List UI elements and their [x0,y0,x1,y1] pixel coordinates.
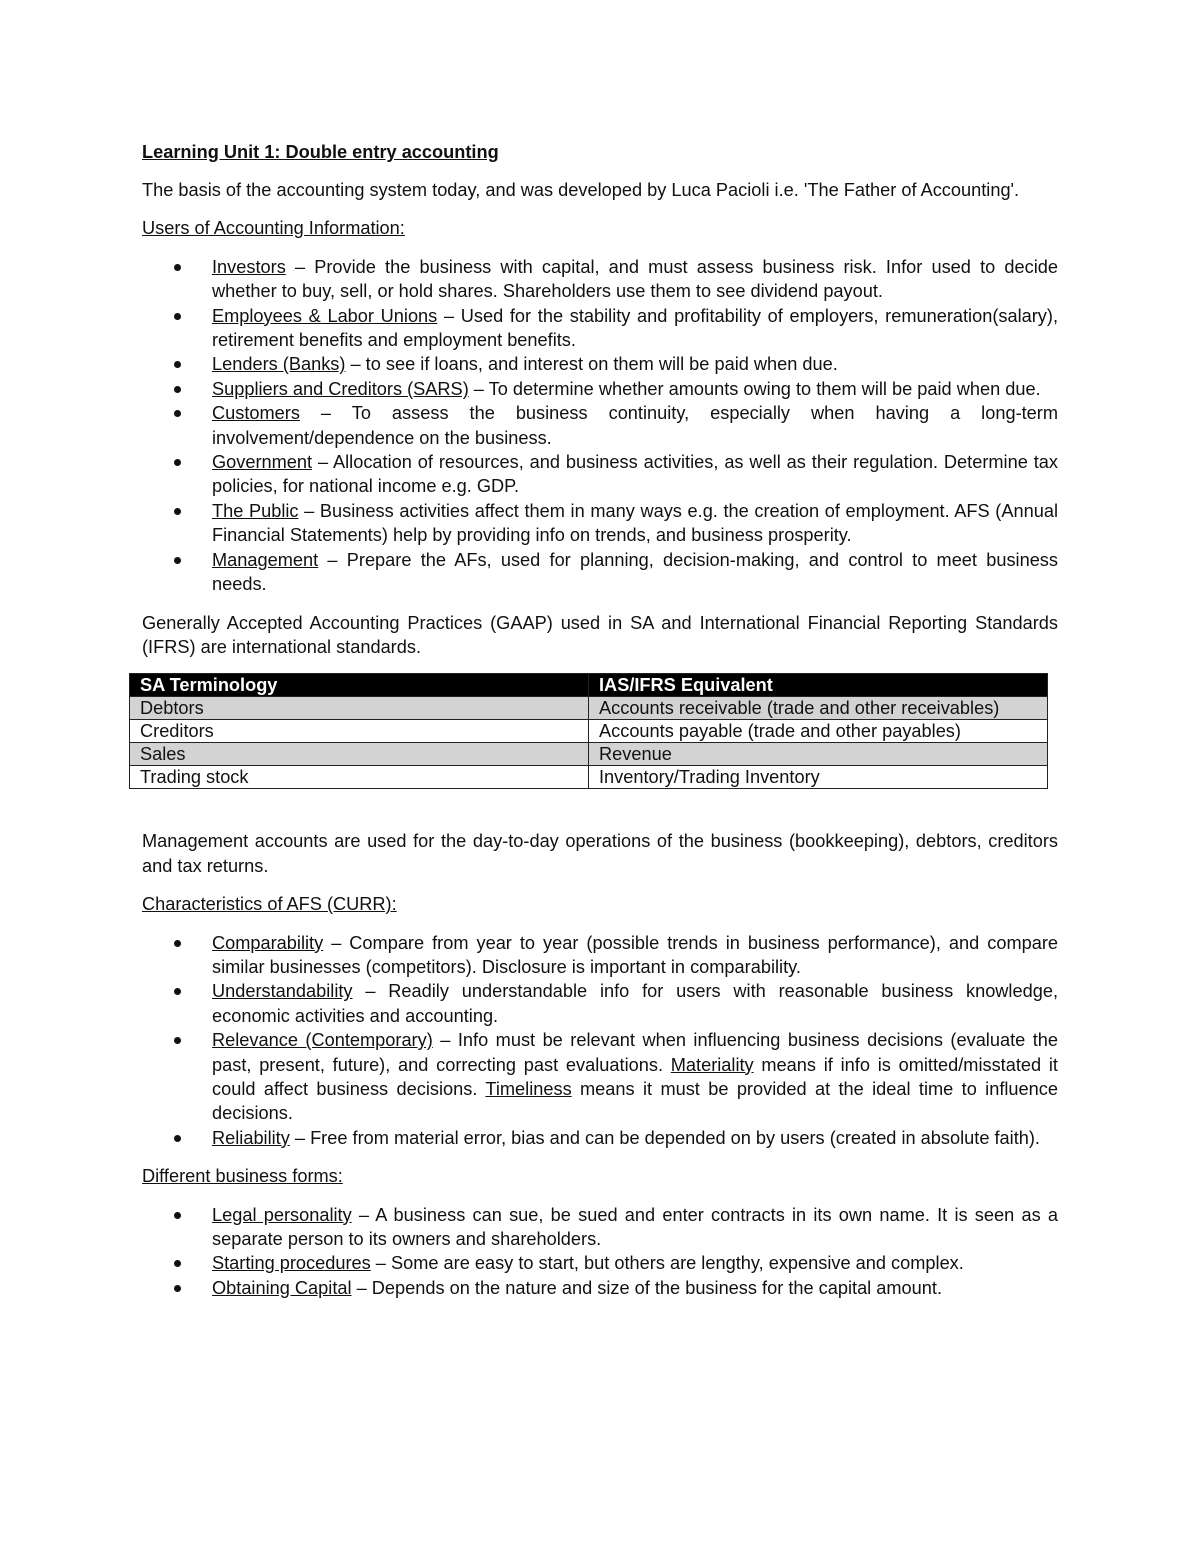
list-item-text: – Business activities affect them in many ways e.g. the creation of employment. AFS (Annual Financial Statements) help by providing info on trends, and business prosperity. [212,500,1058,546]
gaap-paragraph: Generally Accepted Accounting Practices (GAAP) used in SA and International Financial Reporting Standards (IFRS) are international standards. [142,612,1058,657]
list-item-term: Understandability [212,981,353,1002]
list-item [142,1276,1058,1300]
table-cell: Accounts payable (trade and other payables) [589,720,1048,743]
table-header-cell: SA Terminology [130,674,589,697]
bullet-icon [174,410,181,417]
list-item-text: – to see if loans, and interest on them will be paid when due. [345,354,838,375]
list-item-text: – Compare from year to year (possible trends in business performance), and compare similar businesses (competitors). Disclosure is important in comparability. [212,932,1058,977]
business-forms-heading: Different business forms: [142,1166,343,1187]
table-cell: Creditors [130,720,589,743]
list-item-text: – Allocation of resources, and business activities, as well as their regulation. Determine tax policies, for national income e.g. GDP. [212,452,1058,497]
table-cell: Inventory/Trading Inventory [589,766,1048,789]
characteristics-heading: Characteristics of AFS (CURR): [142,894,397,915]
list-item-term: Government [212,452,313,473]
list-item [142,377,1058,401]
list-item-text: – To determine whether amounts owing to them will be paid when due. [468,378,1041,399]
bullet-icon [174,508,181,515]
list-item [142,931,1058,980]
bullet-icon [174,1135,181,1142]
list-item [142,401,1058,450]
list-item [142,548,1058,597]
table-row [130,766,1048,789]
management-paragraph: Management accounts are used for the day-to-day operations of the business (bookkeeping), debtors, creditors and tax returns. [142,831,1058,876]
list-item [142,1126,1058,1150]
page-title: Learning Unit 1: Double entry accounting [142,142,499,162]
list-item-term: Comparability [212,932,324,953]
list-item-term: Investors [212,256,286,277]
list-item-term: Employees & Labor Unions [212,305,438,326]
users-heading: Users of Accounting Information: [142,218,405,239]
list-item-text: – Info must be relevant when influencing business decisions (evaluate the past, present, future), and correcting past evaluations. [212,1030,1059,1075]
bullet-icon [174,988,181,995]
list-item [142,304,1058,353]
bullet-icon [174,386,181,393]
document-page [142,140,1058,1314]
characteristics-list [142,931,1058,1151]
bullet-icon [174,264,181,271]
table-header-cell: IAS/IFRS Equivalent [589,674,1048,697]
list-item-text: means it must be provided at the ideal time to influence decisions. [212,1078,1058,1124]
table-cell: Accounts receivable (trade and other receivables) [589,697,1048,720]
list-item-text: – Readily understandable info for users with reasonable business knowledge, economic activities and accounting. [212,981,1058,1026]
list-item-text: – A business can sue, be sued and enter contracts in its own name. It is seen as a separate person to its owners and shareholders. [212,1204,1058,1249]
business-forms-list [142,1203,1058,1301]
bullet-icon [174,361,181,368]
list-item [142,255,1058,304]
bullet-icon [174,1212,181,1219]
list-item-term: Lenders (Banks) [212,354,346,375]
list-item-text: means if info is omitted/misstated it could affect business decisions. [212,1054,1058,1099]
list-item-text: – Provide the business with capital, and must assess business risk. Infor used to decide whether to buy, sell, or hold shares. Shareholders use them to see dividend payout. [212,256,1058,302]
list-item-term: Reliability [212,1127,290,1148]
bullet-icon [174,940,181,947]
table-row [130,743,1048,766]
list-item-term: Management [212,549,319,570]
table-header-row [130,674,1048,697]
list-item [142,1028,1058,1126]
list-item-text: – Used for the stability and profitability of employers, remuneration(salary), retirement benefits and employment benefits. [212,305,1058,351]
list-item [142,1251,1058,1275]
list-item-text: – To assess the business continuity, especially when having a long-term involvement/dependence on the business. [212,403,1058,448]
list-item-term: Timeliness [485,1078,572,1099]
intro-paragraph: The basis of the accounting system today, and was developed by Luca Pacioli i.e. 'The Father of Accounting'. [142,180,1020,200]
bullet-icon [174,1285,181,1292]
list-item-text: – Free from material error, bias and can be depended on by users (created in absolute faith). [289,1127,1040,1148]
list-item-text: – Some are easy to start, but others are lengthy, expensive and complex. [370,1253,964,1274]
list-item-term: Obtaining Capital [212,1277,352,1298]
bullet-icon [174,557,181,564]
list-item-text: – Depends on the nature and size of the business for the capital amount. [351,1277,942,1298]
list-item [142,450,1058,499]
list-item [142,979,1058,1028]
table-cell: Debtors [130,697,589,720]
table-row [130,720,1048,743]
terminology-table [129,673,1048,789]
list-item-term: Starting procedures [212,1253,371,1274]
table-cell: Revenue [589,743,1048,766]
bullet-icon [174,1037,181,1044]
list-item-term: Legal personality [212,1204,352,1225]
bullet-icon [174,1260,181,1267]
table-cell: Trading stock [130,766,589,789]
bullet-icon [174,459,181,466]
list-item [142,1203,1058,1252]
list-item-term: The Public [212,500,299,521]
list-item-term: Materiality [670,1054,754,1075]
list-item-term: Suppliers and Creditors (SARS) [212,378,469,399]
list-item-term: Customers [212,403,300,424]
users-list [142,255,1058,597]
list-item-text: – Prepare the AFs, used for planning, decision-making, and control to meet business needs. [212,549,1058,595]
list-item [142,352,1058,376]
list-item-term: Relevance (Contemporary) [212,1030,433,1051]
table-cell: Sales [130,743,589,766]
table-row [130,697,1048,720]
list-item [142,499,1058,548]
bullet-icon [174,313,181,320]
